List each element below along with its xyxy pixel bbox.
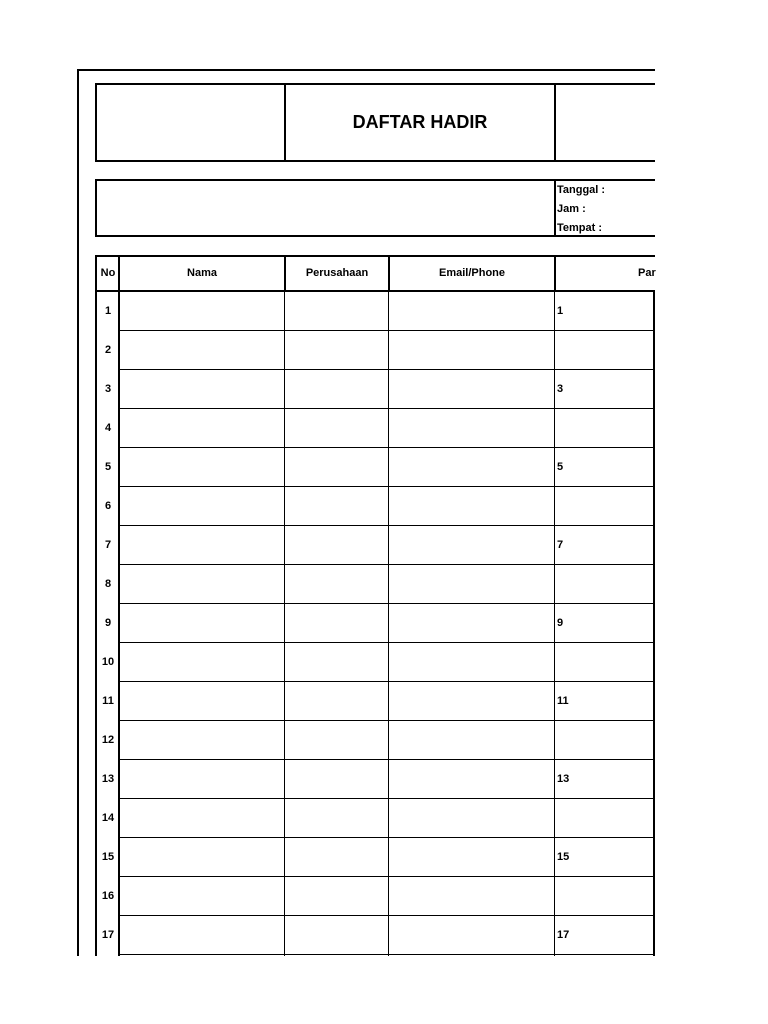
row-divider [119,408,655,409]
table-left-border [95,255,97,956]
row-number: 4 [104,422,112,434]
row-divider [119,876,655,877]
column-header-no: No [100,267,116,279]
row-par-value: 7 [557,539,564,551]
row-par-value: 3 [557,383,564,395]
date-label: Tanggal : [557,184,606,196]
place-label: Tempat : [557,222,603,234]
row-divider [119,369,655,370]
row-divider [119,486,655,487]
row-number: 2 [104,344,112,356]
row-divider [119,720,655,721]
document-title: DAFTAR HADIR [352,112,488,132]
table-right-clip-border [653,290,655,956]
row-divider [119,759,655,760]
row-divider [119,525,655,526]
row-number: 7 [104,539,112,551]
column-header-email-phone: Email/Phone [438,267,506,279]
row-divider [119,603,655,604]
column-divider-email [554,255,555,956]
row-par-value: 17 [557,929,570,941]
row-number: 8 [104,578,112,590]
row-number: 9 [104,617,112,629]
row-divider [119,330,655,331]
row-number: 1 [104,305,112,317]
row-divider [119,681,655,682]
row-divider [119,915,655,916]
row-number: 16 [101,890,115,902]
row-divider [119,564,655,565]
row-divider [119,447,655,448]
row-number: 17 [101,929,115,941]
time-label: Jam : [557,203,586,215]
column-divider-no [118,255,120,956]
column-header-nama: Nama [187,267,217,279]
row-divider [119,954,655,955]
row-number: 10 [101,656,115,668]
row-par-value: 9 [557,617,564,629]
row-number: 3 [104,383,112,395]
row-number: 11 [102,695,114,707]
column-header-par: Par [638,267,656,279]
column-divider-header-thick-2 [388,255,390,292]
row-number: 6 [104,500,112,512]
frame-left-border [77,69,79,956]
frame-top-border [77,69,655,71]
row-par-value: 13 [557,773,570,785]
row-par-value: 1 [557,305,564,317]
row-par-value: 5 [557,461,564,473]
row-divider [119,837,655,838]
row-number: 13 [101,773,115,785]
column-header-perusahaan: Perusahaan [305,267,369,279]
row-par-value: 11 [557,695,569,707]
row-number: 15 [101,851,115,863]
row-par-value: 15 [557,851,570,863]
row-number: 12 [101,734,115,746]
row-number: 14 [101,812,115,824]
row-number: 5 [104,461,112,473]
row-divider [119,798,655,799]
column-divider-perusahaan [388,255,389,956]
column-divider-nama [284,255,285,956]
column-divider-header-thick-3 [554,255,556,292]
row-divider [119,642,655,643]
column-divider-header-thick [284,255,286,292]
